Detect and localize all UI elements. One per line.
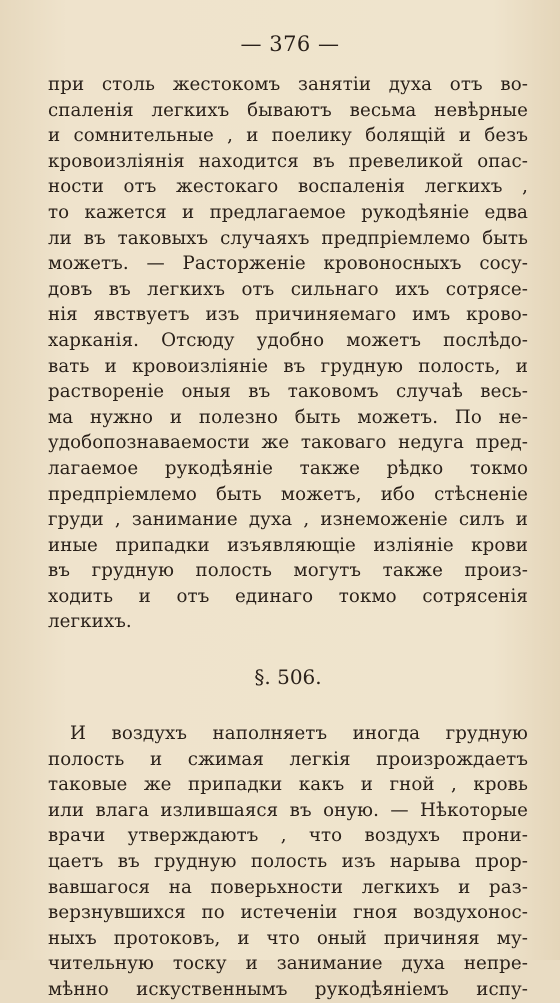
text-line: лагаемое рукодѣяніе также рѣдко токмо <box>48 457 528 479</box>
text-line: раствореніе оныя въ таковомъ случаѣ весь- <box>48 381 528 403</box>
section-heading: §. 506. <box>254 665 322 690</box>
text-line: вавшагося на поверьхности легкихъ и раз- <box>48 876 528 898</box>
text-line: полость и сжимая легкія произрождаетъ <box>48 748 528 770</box>
text-line: ма нужно и полезно быть можетъ. По не- <box>48 406 528 428</box>
text-line: или влага излившаяся въ оную. — Нѣкоторые <box>48 799 528 821</box>
text-line: довъ въ легкихъ отъ сильнаго ихъ сотрясе- <box>48 278 528 300</box>
paragraph-1 <box>48 72 528 635</box>
text-line: мѣнно искуственнымъ рукодѣяніемъ испу- <box>48 979 528 1000</box>
text-line: чительную тоску и занимание духа непре- <box>48 953 528 975</box>
text-line: ности отъ жестокаго воспаленія легкихъ , <box>48 176 528 198</box>
text-line: ли въ таковыхъ случаяхъ предпріемлемо быть <box>48 227 528 249</box>
text-line: И воздухъ наполняетъ иногда грудную <box>70 723 528 745</box>
text-line: груди , занимание духа , изнеможеніе силъ и <box>48 509 528 531</box>
text-line: кровоизліянія находится въ превеликой опас- <box>48 150 528 172</box>
page-number: — 376 — <box>240 32 340 56</box>
paragraph-2 <box>48 721 528 1003</box>
text-line: верзнувшихся по истеченіи гноя воздухонос- <box>48 902 528 924</box>
text-line: врачи утверждаютъ , что воздухъ прони- <box>48 825 528 847</box>
text-line: при столь жестокомъ занятіи духа отъ во- <box>48 74 528 95</box>
text-line: спаленія легкихъ бываютъ весьма невѣрные <box>48 99 528 121</box>
text-line: таковые же припадки какъ и гной , кровь <box>48 774 528 796</box>
text-line: ходить и отъ единаго токмо сотрясенія <box>48 585 528 607</box>
text-line: можетъ. — Расторженіе кровоносныхъ сосу- <box>48 253 528 275</box>
text-line: то кажется и предлагаемое рукодѣяніе едва <box>48 201 528 223</box>
text-line: иные припадки изъявляющіе изліяніе крови <box>48 534 528 556</box>
text-line: предпріемлемо быть можетъ, ибо стѣсненіе <box>48 483 528 505</box>
text-line: нія явствуетъ изъ причиняемаго имъ крово- <box>48 304 528 326</box>
text-line: въ грудную полость могутъ также произ- <box>48 560 528 582</box>
text-line: вать и кровоизліяніе въ грудную полость, и <box>48 355 528 377</box>
text-line: ныхъ протоковъ, и что оный причиняя му- <box>48 927 528 949</box>
text-line: харканія. Отсюду удобно можетъ послѣдо- <box>48 329 528 351</box>
text-line: и сомнительные , и поелику болящій и безъ <box>48 125 528 147</box>
text-line: цаетъ въ грудную полость изъ нарыва прор- <box>48 851 528 873</box>
text-line: удобопознаваемости же таковаго недуга пред- <box>48 432 528 454</box>
text-line: легкихъ. <box>48 611 132 633</box>
